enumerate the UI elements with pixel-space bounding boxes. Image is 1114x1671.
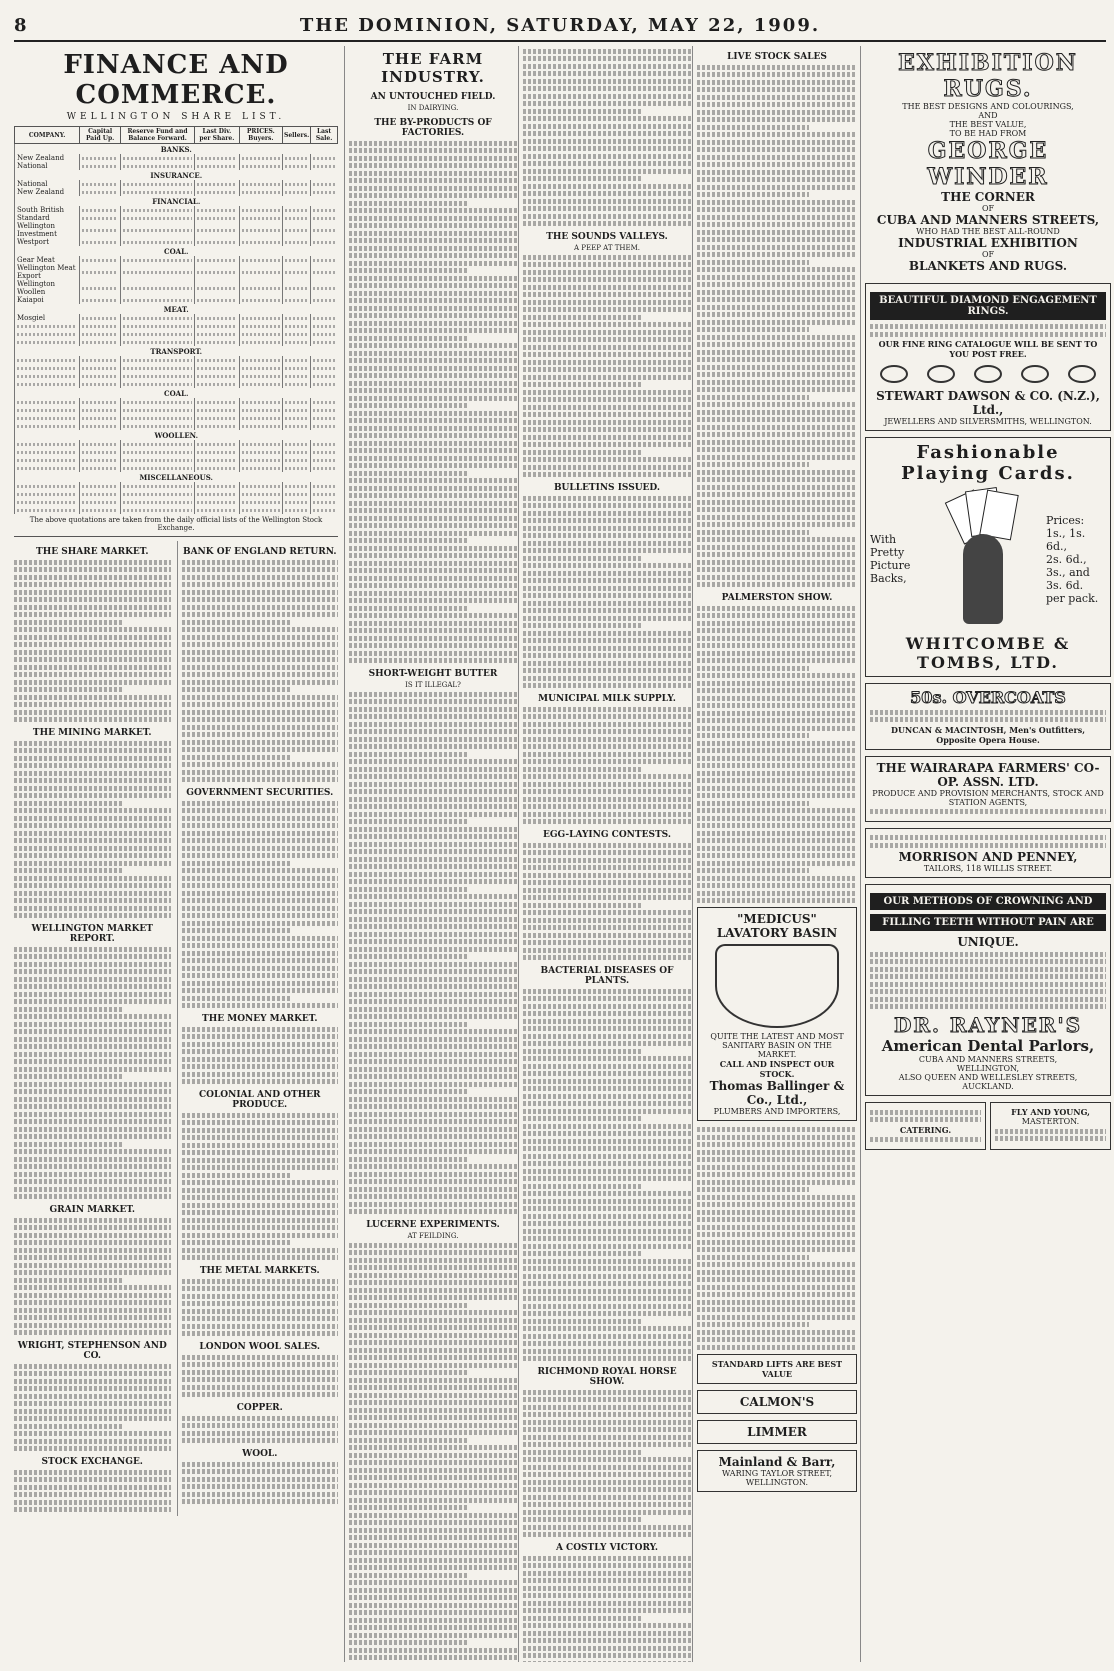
company-name: Kaiapoi: [15, 296, 80, 304]
wairarapa-advert: [865, 756, 1111, 822]
company-name: [15, 356, 80, 364]
table-header: Reserve Fund and Balance Forward.: [121, 127, 195, 144]
company-name: [15, 464, 80, 472]
company-name: [15, 398, 80, 406]
medicus-title: "MEDICUS" LAVATORY BASIN: [716, 912, 838, 940]
company-name: Westport: [15, 238, 80, 246]
news-column: [518, 46, 691, 1662]
table-group-row: [15, 246, 338, 256]
table-row: [15, 238, 338, 246]
table-group-row: [15, 430, 338, 440]
table-header: Sellers.: [283, 127, 311, 144]
medicus-subtitle: QUITE THE LATEST AND MOST SANITARY BASIN ON THE MARKET.: [710, 1032, 844, 1059]
exhibition-corner: THE CORNER: [941, 190, 1035, 204]
company-name: National: [15, 180, 80, 188]
table-row: [15, 180, 338, 188]
duncan-name: DUNCAN & MACINTOSH, Men's Outfitters, Opposite Opera House.: [891, 724, 1085, 745]
section-heading: THE METAL MARKETS.: [199, 1266, 320, 1276]
fly-young-title: FLY AND YOUNG,: [1011, 1107, 1090, 1117]
catering-title: CATERING.: [899, 1124, 952, 1135]
table-row: [15, 414, 338, 422]
exhibition-line: THE BEST VALUE,: [949, 120, 1027, 129]
table-row: [15, 206, 338, 214]
ring-illustration: [1068, 365, 1096, 383]
whitcombe-name: WHITCOMBE & TOMBS, LTD.: [905, 634, 1071, 672]
stewart-dawson-name: STEWART DAWSON & CO. (N.Z.), Ltd.,: [876, 389, 1100, 417]
playing-cards-advert: [865, 437, 1111, 677]
ring-illustrations: [870, 365, 1106, 383]
cards-price: 3s. 6d.: [1046, 578, 1084, 592]
cards-price: 3s., and: [1046, 565, 1090, 579]
mainland-subtitle: WARING TAYLOR STREET, WELLINGTON.: [721, 1468, 832, 1487]
company-name: Gear Meat: [15, 256, 80, 264]
share-list-heading: WELLINGTON SHARE LIST.: [66, 112, 286, 122]
overcoats-advert: [865, 683, 1111, 750]
table-group-label: WOOLLEN.: [15, 430, 338, 440]
table-row: [15, 398, 338, 406]
section-heading: PALMERSTON SHOW.: [721, 593, 833, 603]
table-row: [15, 338, 338, 346]
table-header: Last Div. per Share.: [195, 127, 240, 144]
fly-young-advert: [990, 1102, 1111, 1150]
stewart-dawson-subtitle: JEWELLERS AND SILVERSMITHS, WELLINGTON.: [884, 417, 1092, 426]
dental-parlors-advert: [865, 884, 1111, 1096]
table-row: [15, 490, 338, 498]
table-group-row: [15, 144, 338, 155]
lifts-advert: [697, 1354, 857, 1384]
medicus-call: CALL AND INSPECT OUR STOCK.: [719, 1059, 835, 1079]
lifts-title: STANDARD LIFTS ARE BEST VALUE: [711, 1358, 843, 1379]
table-group-row: [15, 472, 338, 482]
table-row: [15, 264, 338, 280]
table-row: [15, 188, 338, 196]
section-heading: THE SOUNDS VALLEYS.: [546, 232, 668, 242]
unique-title: UNIQUE.: [957, 935, 1019, 949]
table-row: [15, 456, 338, 464]
table-header: COMPANY.: [15, 127, 80, 144]
section-subheading: AT FEILDING.: [407, 1232, 459, 1240]
exhibition-line: AND: [978, 111, 998, 120]
section-heading: WOOL.: [242, 1449, 278, 1459]
table-row: [15, 162, 338, 170]
section-heading: LIVE STOCK SALES: [727, 52, 827, 62]
table-row: [15, 380, 338, 388]
company-name: Wellington Investment: [15, 222, 80, 238]
company-name: [15, 372, 80, 380]
company-name: [15, 498, 80, 506]
basin-illustration: [715, 944, 839, 1028]
exhibition-who: WHO HAD THE BEST ALL-ROUND: [916, 227, 1060, 236]
table-group-row: [15, 170, 338, 180]
company-name: [15, 406, 80, 414]
table-group-label: MISCELLANEOUS.: [15, 472, 338, 482]
company-name: [15, 506, 80, 514]
cards-pretty: Pretty: [870, 546, 905, 559]
overcoats-title: 50s. OVERCOATS: [910, 688, 1066, 707]
table-group-label: INSURANCE.: [15, 170, 338, 180]
section-heading: LUCERNE EXPERIMENTS.: [366, 1220, 500, 1230]
company-name: South British: [15, 206, 80, 214]
table-row: [15, 372, 338, 380]
company-name: [15, 448, 80, 456]
american-dental-title: American Dental Parlors,: [881, 1037, 1095, 1055]
share-list-table: [14, 126, 338, 514]
table-group-row: [15, 196, 338, 206]
table-row: [15, 314, 338, 322]
table-group-row: [15, 304, 338, 314]
ring-illustration: [974, 365, 1002, 383]
cards-with: With: [870, 533, 897, 546]
table-header: Capital Paid Up.: [80, 127, 121, 144]
filling-banner: FILLING TEETH WITHOUT PAIN ARE: [870, 914, 1106, 931]
section-heading: AN UNTOUCHED FIELD.: [370, 92, 496, 102]
table-row: [15, 422, 338, 430]
company-name: Wellington Meat Export: [15, 264, 80, 280]
table-row: [15, 482, 338, 490]
company-name: [15, 414, 80, 422]
table-row: [15, 322, 338, 330]
company-name: [15, 380, 80, 388]
rayner-address: CUBA AND MANNERS STREETS,: [918, 1055, 1058, 1064]
section-subheading: IN DAIRYING.: [407, 104, 459, 112]
section-heading: THE BY-PRODUCTS OF FACTORIES.: [374, 118, 492, 138]
cards-title: Fashionable Playing Cards.: [901, 442, 1075, 484]
rayner-address: AUCKLAND.: [962, 1082, 1014, 1091]
table-group-row: [15, 388, 338, 398]
section-subheading: IS IT ILLEGAL?: [405, 681, 461, 689]
company-name: Mosgiel: [15, 314, 80, 322]
ring-illustration: [927, 365, 955, 383]
section-heading: A COSTLY VICTORY.: [555, 1543, 659, 1553]
table-row: [15, 256, 338, 264]
table-row: [15, 222, 338, 238]
morrison-name: MORRISON AND PENNEY,: [898, 850, 1078, 864]
section-heading: SHORT-WEIGHT BUTTER: [368, 669, 498, 679]
company-name: [15, 364, 80, 372]
section-heading: COLONIAL AND OTHER PRODUCE.: [198, 1090, 321, 1110]
table-row: [15, 406, 338, 414]
cards-price: per pack.: [1046, 591, 1099, 605]
wairarapa-subtitle: PRODUCE AND PROVISION MERCHANTS, STOCK AND STATION AGENTS,: [872, 788, 1104, 807]
table-group-label: TRANSPORT.: [15, 346, 338, 356]
table-header: PRICES. Buyers.: [239, 127, 282, 144]
exhibition-rugs-advert: [865, 46, 1111, 277]
rayner-name: DR. RAYNER'S: [893, 1013, 1083, 1037]
farm-industry-column: [344, 46, 517, 1662]
table-row: [15, 440, 338, 448]
company-name: New Zealand: [15, 154, 80, 162]
company-name: [15, 322, 80, 330]
section-heading: LONDON WOOL SALES.: [199, 1342, 321, 1352]
table-row: [15, 506, 338, 514]
section-heading: BACTERIAL DISEASES OF PLANTS.: [540, 966, 674, 986]
section-heading: THE MONEY MARKET.: [202, 1014, 318, 1024]
section-heading: STOCK EXCHANGE.: [41, 1457, 143, 1467]
section-heading: WELLINGTON MARKET REPORT.: [31, 924, 153, 944]
table-group-row: [15, 346, 338, 356]
table-row: [15, 154, 338, 162]
page-number: 8: [14, 14, 27, 36]
ballinger-name: Thomas Ballinger & Co., Ltd.,: [709, 1079, 845, 1107]
ring-illustration: [1021, 365, 1049, 383]
table-header: Last Sale.: [311, 127, 338, 144]
section-heading: BULLETINS ISSUED.: [553, 483, 661, 493]
company-name: [15, 482, 80, 490]
exhibition-of2: OF: [981, 250, 995, 259]
section-heading: RICHMOND ROYAL HORSE SHOW.: [537, 1367, 677, 1387]
finance-heading: FINANCE AND COMMERCE.: [63, 50, 289, 110]
share-footnote: The above quotations are taken from the daily official lists of the Wellington Stock Exchange.: [29, 516, 323, 532]
hand-of-cards-illustration: [933, 484, 1033, 634]
table-group-label: FINANCIAL.: [15, 196, 338, 206]
table-group-label: COAL.: [15, 388, 338, 398]
table-group-label: MEAT.: [15, 304, 338, 314]
exhibition-blankets: BLANKETS AND RUGS.: [908, 259, 1068, 273]
morrison-advert: [865, 828, 1111, 879]
table-row: [15, 356, 338, 364]
wairarapa-title: THE WAIRARAPA FARMERS' CO-OP. ASSN. LTD.: [876, 760, 1100, 789]
section-heading: COPPER.: [236, 1403, 283, 1413]
farm-industry-heading: THE FARM INDUSTRY.: [381, 50, 485, 86]
section-heading: MUNICIPAL MILK SUPPLY.: [538, 694, 676, 704]
livestock-column: [692, 46, 857, 1662]
finance-column: [14, 46, 338, 1662]
exhibition-of: OF: [981, 204, 995, 213]
table-row: [15, 364, 338, 372]
company-name: Wellington Woollen: [15, 280, 80, 296]
exhibition-industrial: INDUSTRIAL EXHIBITION: [898, 236, 1078, 250]
mainland-advert: [697, 1450, 857, 1492]
cards-prices: Prices:: [1046, 513, 1085, 527]
section-heading: WRIGHT, STEPHENSON AND CO.: [17, 1341, 167, 1361]
adverts-column: [860, 46, 1111, 1662]
table-row: [15, 498, 338, 506]
table-row: [15, 296, 338, 304]
medicus-advert: [697, 907, 857, 1121]
exhibition-line: TO BE HAD FROM: [949, 129, 1027, 138]
exhibition-streets: CUBA AND MANNERS STREETS,: [876, 213, 1100, 227]
fly-young-location: MASTERTON.: [1021, 1117, 1080, 1126]
cards-price: 1s., 1s. 6d.,: [1046, 526, 1086, 553]
catering-advert: [865, 1102, 986, 1150]
table-group-label: COAL.: [15, 246, 338, 256]
company-name: [15, 440, 80, 448]
table-group-label: BANKS.: [15, 144, 338, 155]
diamond-banner: BEAUTIFUL DIAMOND ENGAGEMENT RINGS.: [870, 292, 1106, 320]
ring-illustration: [880, 365, 908, 383]
company-name: [15, 456, 80, 464]
company-name: [15, 490, 80, 498]
exhibition-line: THE BEST DESIGNS AND COLOURINGS,: [902, 102, 1074, 111]
section-heading: EGG-LAYING CONTESTS.: [543, 830, 671, 840]
newspaper-page: [14, 10, 1106, 1662]
diamond-rings-advert: [865, 283, 1111, 431]
cards-backs: Backs,: [870, 572, 907, 585]
table-row: [15, 330, 338, 338]
section-subheading: A PEEP AT THEM.: [574, 244, 640, 252]
company-name: New Zealand: [15, 188, 80, 196]
finance-left-subcolumn: [14, 541, 171, 1516]
table-row: [15, 280, 338, 296]
company-name: [15, 338, 80, 346]
section-heading: THE MINING MARKET.: [32, 728, 152, 738]
cards-picture: Picture: [870, 559, 911, 572]
crowning-banner: OUR METHODS OF CROWNING AND: [870, 893, 1106, 910]
company-name: National: [15, 162, 80, 170]
limmer-advert: [697, 1420, 857, 1444]
morrison-subtitle: TAILORS, 118 WILLIS STREET.: [923, 864, 1053, 873]
section-heading: BANK OF ENGLAND RETURN.: [182, 547, 337, 557]
calmons-advert: [697, 1390, 857, 1414]
table-row: [15, 464, 338, 472]
rayner-address: WELLINGTON,: [956, 1064, 1020, 1073]
table-row: [15, 214, 338, 222]
ballinger-subtitle: PLUMBERS AND IMPORTERS,: [713, 1107, 841, 1116]
rayner-address: ALSO QUEEN AND WELLESLEY STREETS,: [898, 1073, 1078, 1082]
exhibition-title: EXHIBITION RUGS.: [898, 50, 1078, 102]
table-row: [15, 448, 338, 456]
exhibition-name: GEORGE WINDER: [927, 138, 1049, 190]
section-heading: GRAIN MARKET.: [49, 1205, 135, 1215]
finance-right-subcolumn: [177, 541, 339, 1516]
catalogue-line: OUR FINE RING CATALOGUE WILL BE SENT TO YOU POST FREE.: [878, 339, 1098, 359]
limmer-title: LIMMER: [747, 1424, 807, 1439]
section-heading: THE SHARE MARKET.: [36, 547, 149, 557]
mainland-title: Mainland & Barr,: [718, 1454, 836, 1469]
calmons-title: CALMON'S: [739, 1394, 815, 1409]
cards-price: 2s. 6d.,: [1046, 552, 1087, 566]
company-name: [15, 422, 80, 430]
company-name: [15, 330, 80, 338]
company-name: Standard: [15, 214, 80, 222]
masthead: [14, 10, 1106, 42]
section-heading: GOVERNMENT SECURITIES.: [186, 788, 334, 798]
masthead-title: THE DOMINION, SATURDAY, MAY 22, 1909.: [299, 14, 821, 36]
